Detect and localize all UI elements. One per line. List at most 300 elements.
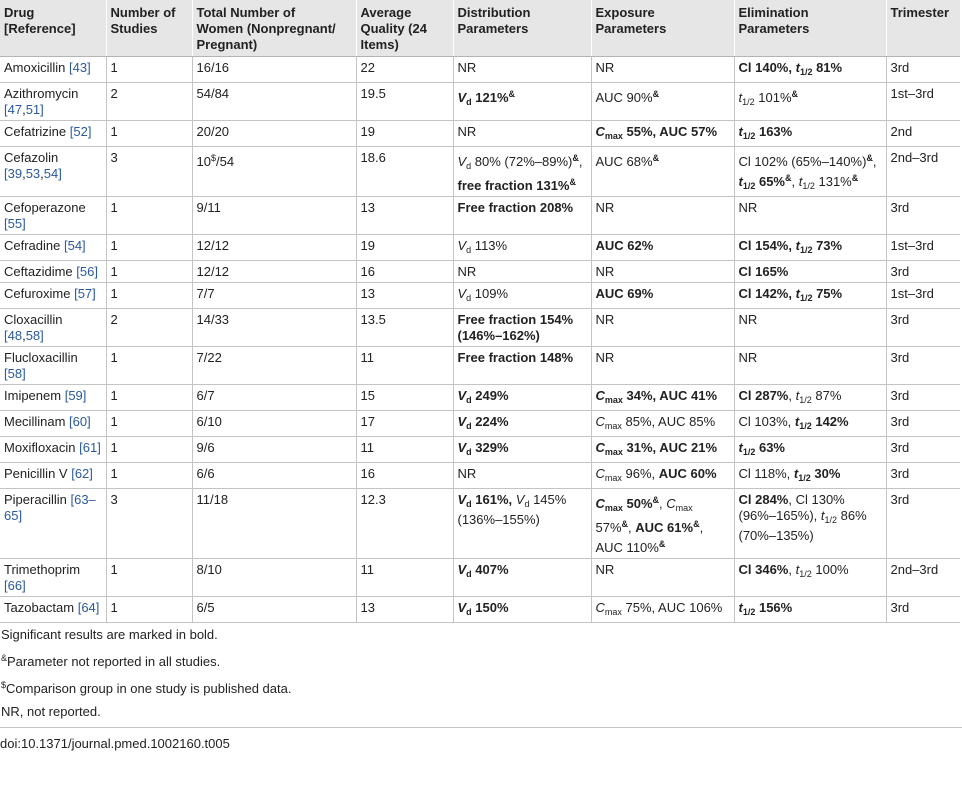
text-run: 1/2: [798, 473, 811, 483]
text-run: &: [866, 153, 873, 163]
text-run: V: [457, 286, 467, 301]
table-row: [0, 559, 960, 597]
cell-distribution: [453, 197, 591, 235]
cell-women: 14/33: [192, 309, 356, 347]
cell-elimination: NR: [734, 309, 886, 347]
cell-women: 10$/54: [192, 147, 356, 197]
bold-italic-symbol: t: [738, 440, 743, 455]
cell-drug: Tazobactam [64]: [0, 597, 106, 623]
cell-exposure: [591, 283, 734, 309]
text-run: 75%: [812, 286, 843, 301]
text-run: 30%: [810, 466, 841, 481]
cell-elimination: [734, 121, 886, 147]
cell-exposure: NR: [591, 347, 734, 385]
cell-distribution: NR: [453, 463, 591, 489]
text-run: 34%, AUC 41%: [622, 388, 718, 403]
cell-drug: Trimethoprim [66]: [0, 559, 106, 597]
bold-italic-symbol: V: [457, 600, 467, 615]
cell-drug: Moxifloxacin [61]: [0, 437, 106, 463]
bold-italic-symbol: t: [738, 600, 743, 615]
text-run: max: [604, 395, 623, 405]
bold-italic-symbol: t: [793, 466, 799, 481]
cell-elimination: $t_{1/2}$ 101%&: [734, 83, 886, 121]
text-run: d: [466, 569, 472, 579]
text-run: 1/2: [824, 515, 838, 525]
cell-drug: Cloxacillin [48,58]: [0, 309, 106, 347]
text-run: 150%: [471, 600, 509, 615]
col-header-drug: Drug [Reference]: [0, 0, 106, 57]
cell-trimester: 3rd: [886, 57, 960, 83]
cell-distribution: $V_d$ 161%, $V_d$ 145% (136%–155%): [453, 489, 591, 559]
table-row: [0, 283, 960, 309]
text-run: 142%: [811, 414, 849, 429]
text-run: &: [652, 89, 660, 99]
text-run: 163%: [755, 124, 793, 139]
text-run: AUC 60%: [658, 466, 717, 481]
cell-trimester: 1st–3rd: [886, 83, 960, 121]
text-run: max: [604, 131, 623, 141]
cell-drug: Mecillinam [60]: [0, 411, 106, 437]
table-row: [0, 463, 960, 489]
reference-link[interactable]: [60]: [69, 414, 91, 429]
cell-women: 6/10: [192, 411, 356, 437]
bold-italic-symbol: t: [794, 414, 800, 429]
cell-drug: Cefradine [54]: [0, 235, 106, 261]
text-run: 1/2: [802, 181, 815, 191]
cell-trimester: 3rd: [886, 489, 960, 559]
bold-italic-symbol: C: [595, 124, 605, 139]
text-run: t: [795, 388, 800, 403]
cell-elimination: [734, 597, 886, 623]
reference-link[interactable]: 58]: [25, 328, 44, 343]
text-run: &: [785, 173, 792, 183]
text-run: 55%, AUC 57%: [622, 124, 718, 139]
cell-trimester: 3rd: [886, 437, 960, 463]
bold-italic-symbol: V: [457, 414, 467, 429]
cell-women: 6/5: [192, 597, 356, 623]
text-run: 1/2: [799, 395, 812, 405]
cell-quality: 11: [356, 437, 453, 463]
cell-exposure: NR: [591, 57, 734, 83]
ampersand-marker: &: [1, 653, 8, 663]
text-run: t: [798, 174, 803, 189]
cell-distribution: [453, 385, 591, 411]
text-run: 156%: [755, 600, 793, 615]
text-run: Cl 346%: [738, 562, 789, 577]
text-run: AUC 69%: [595, 286, 654, 301]
text-run: 121%: [471, 90, 509, 105]
cell-exposure: [591, 121, 734, 147]
bold-italic-symbol: V: [457, 90, 467, 105]
cell-drug: Cefazolin [39,53,54]: [0, 147, 106, 197]
cell-quality: 17: [356, 411, 453, 437]
cell-quality: 12.3: [356, 489, 453, 559]
cell-studies: 1: [106, 463, 192, 489]
text-run: V: [457, 154, 467, 169]
cell-studies: 3: [106, 489, 192, 559]
text-run: max: [604, 607, 622, 617]
cell-distribution: $V_d$ 80% (72%–89%)&, free fraction 131%&: [453, 147, 591, 197]
cell-trimester: 2nd–3rd: [886, 147, 960, 197]
text-run: &: [569, 177, 576, 187]
reference-link[interactable]: [62]: [71, 466, 93, 481]
footnote-nr: NR, not reported.: [1, 704, 101, 719]
bold-italic-symbol: V: [457, 440, 467, 455]
bold-italic-symbol: C: [595, 388, 605, 403]
cell-trimester: 3rd: [886, 347, 960, 385]
text-run: 65%: [755, 174, 785, 189]
reference-link[interactable]: [39: [4, 166, 23, 181]
text-run: 407%: [471, 562, 509, 577]
table-row: [0, 411, 960, 437]
text-run: 1/2: [742, 181, 756, 191]
cell-elimination: Cl 284%, Cl 130% (96%–165%), $t_{1/2}$ 86% (70%–135%): [734, 489, 886, 559]
cell-distribution: $V_d$ 109%: [453, 283, 591, 309]
cell-distribution: [453, 559, 591, 597]
text-run: 1/2: [742, 447, 756, 457]
text-run: d: [466, 245, 472, 255]
text-run: d: [466, 421, 472, 431]
reference-link[interactable]: [58]: [4, 366, 26, 381]
cell-women: 12/12: [192, 261, 356, 283]
cell-drug: Cefatrizine [52]: [0, 121, 106, 147]
cell-trimester: 3rd: [886, 309, 960, 347]
table-row: [0, 385, 960, 411]
cell-studies: 1: [106, 385, 192, 411]
cell-studies: 1: [106, 261, 192, 283]
text-run: 249%: [471, 388, 509, 403]
cell-elimination: [734, 261, 886, 283]
table-row: [0, 147, 960, 197]
cell-studies: 1: [106, 559, 192, 597]
col-header-distribution: Distribution Parameters: [453, 0, 591, 57]
dollar-marker: $: [1, 680, 7, 690]
table-row: [0, 121, 960, 147]
cell-women: 54/84: [192, 83, 356, 121]
cell-drug: Penicillin V [62]: [0, 463, 106, 489]
cell-drug: Azithromycin [47,51]: [0, 83, 106, 121]
cell-distribution: [453, 411, 591, 437]
cell-studies: 1: [106, 347, 192, 385]
text-run: &: [508, 89, 516, 99]
cell-trimester: 3rd: [886, 463, 960, 489]
cell-women: 6/7: [192, 385, 356, 411]
text-run: d: [466, 499, 472, 509]
table-row: [0, 261, 960, 283]
reference-link[interactable]: [55]: [4, 216, 26, 231]
text-run: 1/2: [799, 421, 812, 431]
cell-drug: Cefuroxime [57]: [0, 283, 106, 309]
cell-studies: 1: [106, 197, 192, 235]
text-run: AUC 61%: [635, 520, 694, 535]
bold-italic-symbol: V: [457, 492, 467, 507]
text-run: &: [652, 153, 660, 163]
text-run: d: [524, 499, 530, 509]
reference-link[interactable]: [64]: [77, 600, 100, 615]
cell-exposure: NR: [591, 197, 734, 235]
cell-quality: 13: [356, 283, 453, 309]
reference-link[interactable]: [66]: [4, 578, 26, 593]
cell-exposure: AUC 68%&: [591, 147, 734, 197]
cell-quality: 13.5: [356, 309, 453, 347]
table-header-row: [0, 0, 960, 57]
text-run: d: [466, 97, 472, 107]
cell-quality: 16: [356, 463, 453, 489]
cell-quality: 18.6: [356, 147, 453, 197]
reference-link[interactable]: [52]: [69, 124, 92, 139]
cell-studies: 1: [106, 235, 192, 261]
text-run: &: [851, 173, 859, 183]
text-run: 1/2: [799, 569, 812, 579]
text-run: Cl 287%: [738, 388, 789, 403]
cell-women: 6/6: [192, 463, 356, 489]
footnote-dollar: [1, 677, 962, 697]
cell-women: 7/7: [192, 283, 356, 309]
table-row: [0, 489, 960, 559]
reference-link[interactable]: [54]: [63, 238, 86, 253]
cell-quality: 13: [356, 597, 453, 623]
bold-italic-symbol: t: [795, 238, 800, 253]
text-run: d: [466, 447, 472, 457]
doi-link[interactable]: doi:10.1371/journal.pmed.1002160.t005: [0, 727, 962, 751]
text-run: &: [658, 539, 666, 549]
cell-distribution: [453, 83, 591, 121]
cell-women: 20/20: [192, 121, 356, 147]
table-row: [0, 197, 960, 235]
footnote-bold: Significant results are marked in bold.: [1, 627, 218, 642]
cell-drug: Cefoperazone [55]: [0, 197, 106, 235]
text-run: AUC 62%: [595, 238, 654, 253]
text-run: 81%: [812, 60, 843, 75]
table-footnotes: [0, 623, 962, 720]
cell-exposure: [591, 437, 734, 463]
text-run: max: [604, 503, 623, 513]
text-run: C: [595, 414, 605, 429]
cell-drug: Piperacillin [63–65]: [0, 489, 106, 559]
bold-italic-symbol: V: [457, 388, 467, 403]
cell-elimination: [734, 57, 886, 83]
cell-drug: Ceftazidime [56]: [0, 261, 106, 283]
text-run: d: [466, 607, 472, 617]
text-run: Cl 142%,: [738, 286, 796, 301]
cell-distribution: NR: [453, 121, 591, 147]
bold-italic-symbol: t: [738, 124, 743, 139]
cell-trimester: 1st–3rd: [886, 283, 960, 309]
cell-exposure: NR: [591, 261, 734, 283]
cell-studies: 1: [106, 597, 192, 623]
cell-distribution: [453, 347, 591, 385]
text-run: Cl 284%: [738, 492, 789, 507]
text-run: free fraction 131%: [457, 178, 570, 193]
reference-link[interactable]: 53: [25, 166, 41, 181]
text-run: &: [572, 153, 579, 163]
reference-link[interactable]: 54]: [43, 166, 62, 181]
col-header-women: Total Number of Women (Nonpregnant/ Pregnant): [192, 0, 356, 57]
text-run: 329%: [471, 440, 509, 455]
cell-studies: 1: [106, 411, 192, 437]
cell-studies: 2: [106, 83, 192, 121]
cell-distribution: NR: [453, 261, 591, 283]
cell-studies: 1: [106, 437, 192, 463]
text-run: C: [595, 466, 605, 481]
text-run: max: [675, 503, 693, 513]
cell-elimination: NR: [734, 347, 886, 385]
cell-studies: 1: [106, 121, 192, 147]
text-run: &: [652, 495, 660, 505]
text-run: 1/2: [799, 245, 813, 255]
cell-elimination: [734, 437, 886, 463]
cell-distribution: [453, 437, 591, 463]
text-run: Cl 165%: [738, 264, 789, 279]
text-run: 1/2: [742, 131, 756, 141]
text-run: &: [693, 519, 700, 529]
cell-trimester: 3rd: [886, 261, 960, 283]
cell-quality: 16: [356, 261, 453, 283]
cell-exposure: $C_{max}$ 75%, AUC 106%: [591, 597, 734, 623]
cell-drug: Imipenem [59]: [0, 385, 106, 411]
cell-elimination: [734, 283, 886, 309]
col-header-trimester: Trimester: [886, 0, 960, 57]
bold-italic-symbol: C: [595, 440, 605, 455]
text-run: max: [604, 447, 623, 457]
text-run: Cl 140%,: [738, 60, 796, 75]
footnote-dollar-text: Comparison group in one study is published data.: [6, 681, 292, 696]
cell-elimination: NR: [734, 197, 886, 235]
cell-women: 7/22: [192, 347, 356, 385]
table-body: [0, 57, 960, 623]
cell-exposure: [591, 235, 734, 261]
text-run: &: [791, 89, 799, 99]
reference-link[interactable]: [56]: [76, 264, 98, 279]
cell-elimination: Cl 103%, $t_{1/2}$ 142%: [734, 411, 886, 437]
cell-drug: Amoxicillin [43]: [0, 57, 106, 83]
cell-exposure: $C_{max}$ 85%, AUC 85%: [591, 411, 734, 437]
cell-distribution: [453, 597, 591, 623]
col-header-quality: Average Quality (24 Items): [356, 0, 453, 57]
text-run: d: [466, 395, 472, 405]
text-run: max: [604, 421, 622, 431]
text-run: t: [795, 562, 800, 577]
table-row: [0, 309, 960, 347]
cell-women: 11/18: [192, 489, 356, 559]
cell-women: 9/11: [192, 197, 356, 235]
cell-quality: 19: [356, 235, 453, 261]
table-row: [0, 57, 960, 83]
bold-italic-symbol: t: [795, 60, 800, 75]
cell-studies: 3: [106, 147, 192, 197]
reference-link[interactable]: [47: [4, 102, 23, 117]
text-run: 1/2: [799, 293, 813, 303]
text-run: 73%: [812, 238, 843, 253]
cell-elimination: Cl 118%, $t_{1/2}$ 30%: [734, 463, 886, 489]
table-row: [0, 235, 960, 261]
table-row: [0, 347, 960, 385]
reference-link[interactable]: [59]: [64, 388, 87, 403]
text-run: 63%: [755, 440, 785, 455]
bold-italic-symbol: C: [595, 496, 605, 511]
footnote-ampersand-text: Parameter not reported in all studies.: [7, 654, 221, 669]
cell-exposure: [591, 385, 734, 411]
reference-link[interactable]: [48: [4, 328, 23, 343]
reference-link[interactable]: [63–65]: [4, 492, 96, 523]
text-run: t: [820, 508, 825, 523]
cell-quality: 11: [356, 347, 453, 385]
cell-quality: 11: [356, 559, 453, 597]
col-header-exposure: Exposure Parameters: [591, 0, 734, 57]
cell-exposure: NR: [591, 559, 734, 597]
cell-studies: 1: [106, 57, 192, 83]
cell-elimination: Cl 102% (65%–140%)&, $t_{1/2}$ 65%&, $t_{1/2}$ 131%&: [734, 147, 886, 197]
text-run: C: [666, 496, 676, 511]
bold-italic-symbol: t: [795, 286, 800, 301]
reference-link[interactable]: [61]: [79, 440, 101, 455]
cell-exposure: NR: [591, 309, 734, 347]
text-run: Cl 154%,: [738, 238, 796, 253]
cell-trimester: 3rd: [886, 411, 960, 437]
table-row: [0, 597, 960, 623]
cell-drug: Flucloxacillin [58]: [0, 347, 106, 385]
cell-quality: 19: [356, 121, 453, 147]
cell-trimester: 3rd: [886, 385, 960, 411]
cell-trimester: 2nd–3rd: [886, 559, 960, 597]
cell-quality: 22: [356, 57, 453, 83]
cell-trimester: 2nd: [886, 121, 960, 147]
cell-exposure: AUC 90%&: [591, 83, 734, 121]
cell-elimination: Cl 346%, $t_{1/2}$ 100%: [734, 559, 886, 597]
text-run: V: [457, 238, 467, 253]
cell-women: 16/16: [192, 57, 356, 83]
col-header-studies: Number of Studies: [106, 0, 192, 57]
cell-elimination: [734, 235, 886, 261]
text-run: V: [515, 492, 525, 507]
text-run: 50%: [622, 496, 653, 511]
reference-link[interactable]: 51]: [25, 102, 44, 117]
col-header-elimination: Elimination Parameters: [734, 0, 886, 57]
reference-link[interactable]: [57]: [74, 286, 96, 301]
cell-distribution: NR: [453, 57, 591, 83]
footnote-ampersand: [1, 650, 962, 670]
cell-trimester: 3rd: [886, 197, 960, 235]
text-run: 31%, AUC 21%: [622, 440, 718, 455]
cell-distribution: $V_d$ 113%: [453, 235, 591, 261]
cell-women: 8/10: [192, 559, 356, 597]
text-run: Free fraction 208%: [457, 200, 574, 215]
text-run: Free fraction 154% (146%–162%): [457, 312, 574, 343]
cell-exposure: $C_{max}$ 50%&, $C_{max}$ 57%&, AUC 61%&, AUC 110%&: [591, 489, 734, 559]
text-run: C: [595, 600, 605, 615]
text-run: $: [210, 153, 216, 163]
cell-quality: 15: [356, 385, 453, 411]
bold-italic-symbol: t: [738, 174, 743, 189]
cell-quality: 19.5: [356, 83, 453, 121]
cell-women: 12/12: [192, 235, 356, 261]
text-run: &: [621, 519, 629, 529]
reference-link[interactable]: [43]: [69, 60, 91, 75]
text-run: 1/2: [742, 607, 756, 617]
text-run: 161%,: [471, 492, 516, 507]
text-run: max: [604, 473, 622, 483]
text-run: 224%: [471, 414, 509, 429]
text-run: d: [466, 293, 472, 303]
cell-trimester: 3rd: [886, 597, 960, 623]
text-run: d: [466, 161, 472, 171]
cell-studies: 1: [106, 283, 192, 309]
text-run: 1/2: [799, 67, 813, 77]
text-run: Free fraction 148%: [457, 350, 574, 365]
text-run: 1/2: [742, 97, 755, 107]
table-row: [0, 83, 960, 121]
table-row: [0, 437, 960, 463]
